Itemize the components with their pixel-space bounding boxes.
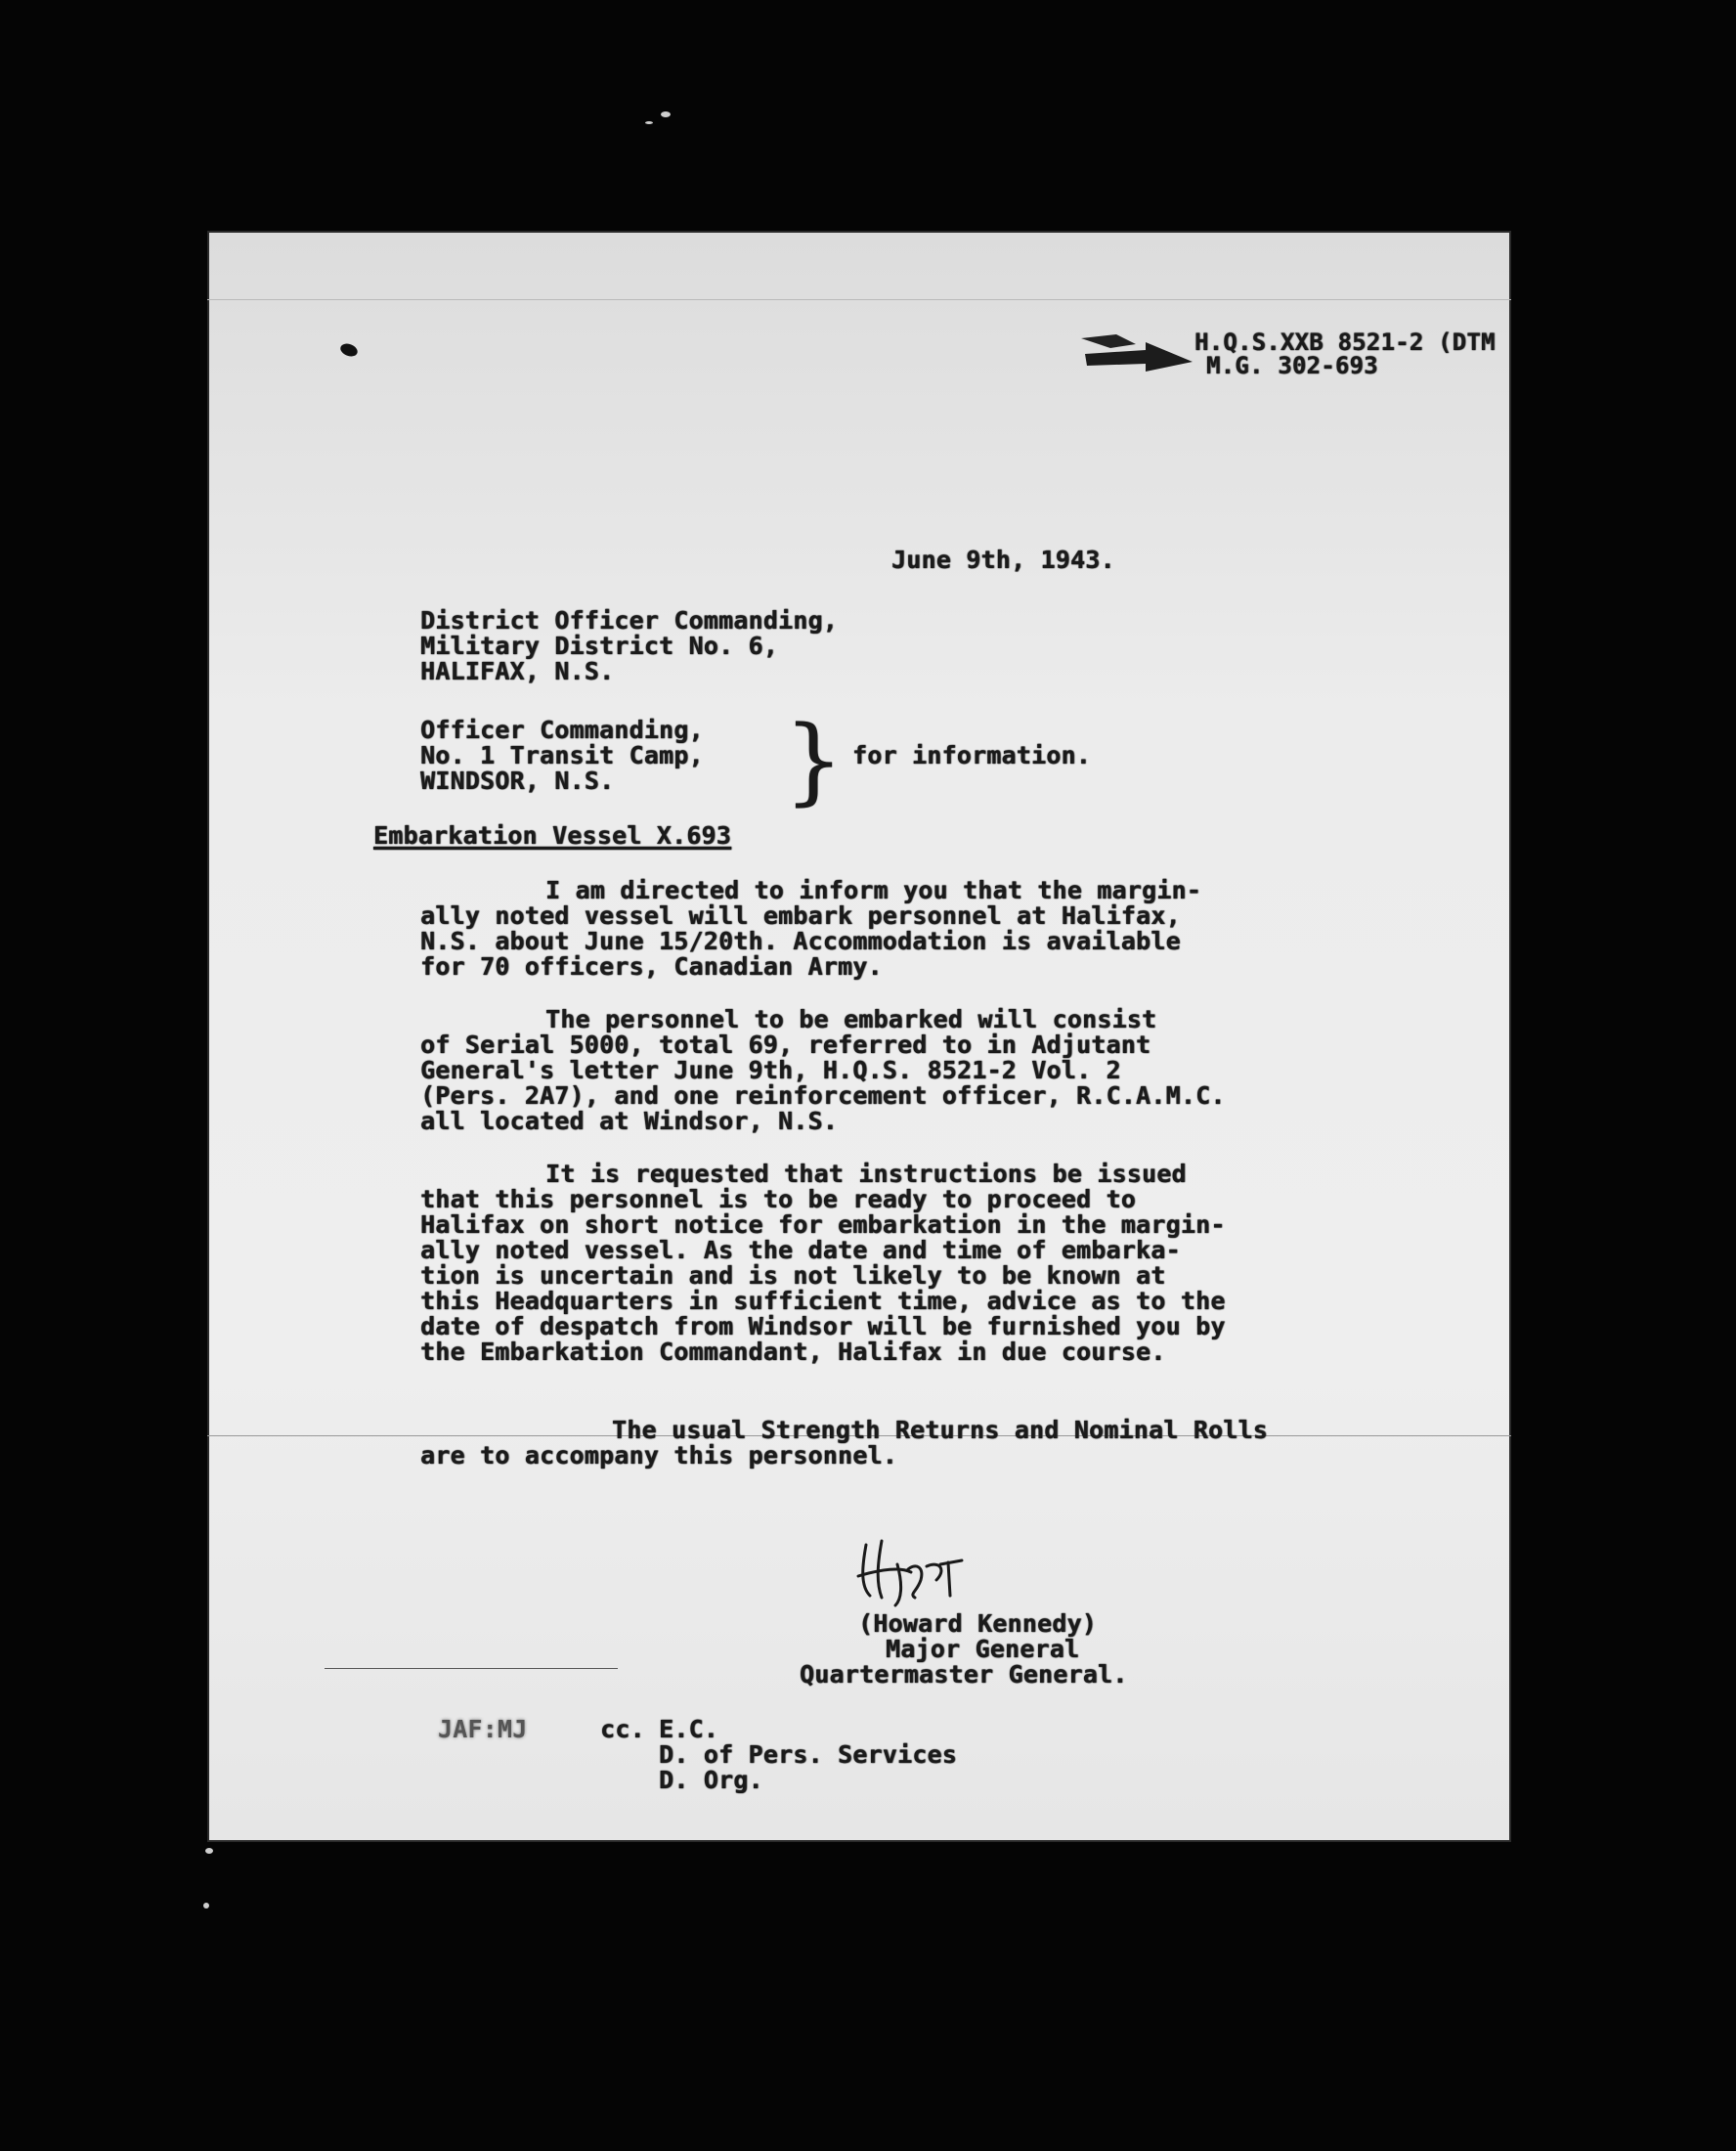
brace-icon: } (784, 706, 845, 815)
copy-to-line: WINDSOR, N.S. (420, 767, 615, 795)
body-line: ally noted vessel will embark personnel at Halifax, (420, 901, 1181, 930)
body-line: ally noted vessel. As the date and time of embarka- (420, 1236, 1181, 1264)
typist-initials: JAF:MJ (438, 1715, 528, 1743)
body-line: I am directed to inform you that the margin- (545, 876, 1202, 904)
document-page (207, 231, 1511, 1842)
fold-line (207, 299, 1511, 300)
film-speck (661, 111, 671, 117)
addressee-line: Military District No. 6, (420, 632, 779, 660)
body-line: the Embarkation Commandant, Halifax in due course. (420, 1338, 1166, 1366)
addressee-line: HALIFAX, N.S. (420, 657, 615, 685)
copy-to-note: for information. (852, 741, 1092, 769)
copy-to-line: Officer Commanding, (420, 716, 704, 744)
body-line: It is requested that instructions be issued (545, 1160, 1187, 1188)
body-line: that this personnel is to be ready to proceed to (420, 1185, 1137, 1213)
film-speck (645, 121, 653, 124)
body-line: General's letter June 9th, H.Q.S. 8521-2 Vol. 2 (420, 1056, 1121, 1084)
cc-recipient: D. of Pers. Services (659, 1740, 958, 1769)
body-line: date of despatch from Windsor will be furnished you by (420, 1312, 1226, 1340)
file-reference-hqs: H.Q.S.XXB 8521-2 (DTM (1194, 329, 1496, 356)
addressee-line: District Officer Commanding, (420, 606, 839, 635)
cc-recipient: D. Org. (659, 1766, 763, 1794)
letter-date: June 9th, 1943. (891, 546, 1115, 574)
cc-label: cc. (600, 1715, 645, 1743)
body-line: this Headquarters in sufficient time, advice as to the (420, 1287, 1226, 1315)
body-line: The personnel to be embarked will consist (545, 1005, 1157, 1033)
cc-recipient: E.C. (659, 1715, 719, 1743)
body-line: The usual Strength Returns and Nominal Rolls (612, 1416, 1269, 1444)
fold-line (325, 1668, 618, 1669)
body-line: all located at Windsor, N.S. (420, 1107, 839, 1135)
film-speck (203, 1903, 209, 1909)
body-line: are to accompany this personnel. (420, 1441, 898, 1470)
body-line: for 70 officers, Canadian Army. (420, 952, 883, 981)
body-line: N.S. about June 15/20th. Accommodation is available (420, 927, 1181, 955)
copy-to-line: No. 1 Transit Camp, (420, 741, 704, 769)
arrow-stamp-icon (1077, 330, 1194, 375)
body-line: tion is uncertain and is not likely to be known at (420, 1261, 1166, 1290)
punch-hole-mark (338, 341, 359, 358)
film-speck (205, 1848, 213, 1854)
subject-line: Embarkation Vessel X.693 (373, 821, 732, 850)
file-reference-mg: M.G. 302-693 (1206, 352, 1378, 379)
signatory-name: (Howard Kennedy) (858, 1609, 1098, 1638)
body-line: of Serial 5000, total 69, referred to in Adjutant (420, 1031, 1151, 1059)
signatory-rank: Major General (886, 1635, 1080, 1663)
body-line: (Pers. 2A7), and one reinforcement officer, R.C.A.M.C. (420, 1081, 1226, 1110)
signatory-title: Quartermaster General. (800, 1660, 1128, 1689)
body-line: Halifax on short notice for embarkation in the margin- (420, 1210, 1226, 1239)
